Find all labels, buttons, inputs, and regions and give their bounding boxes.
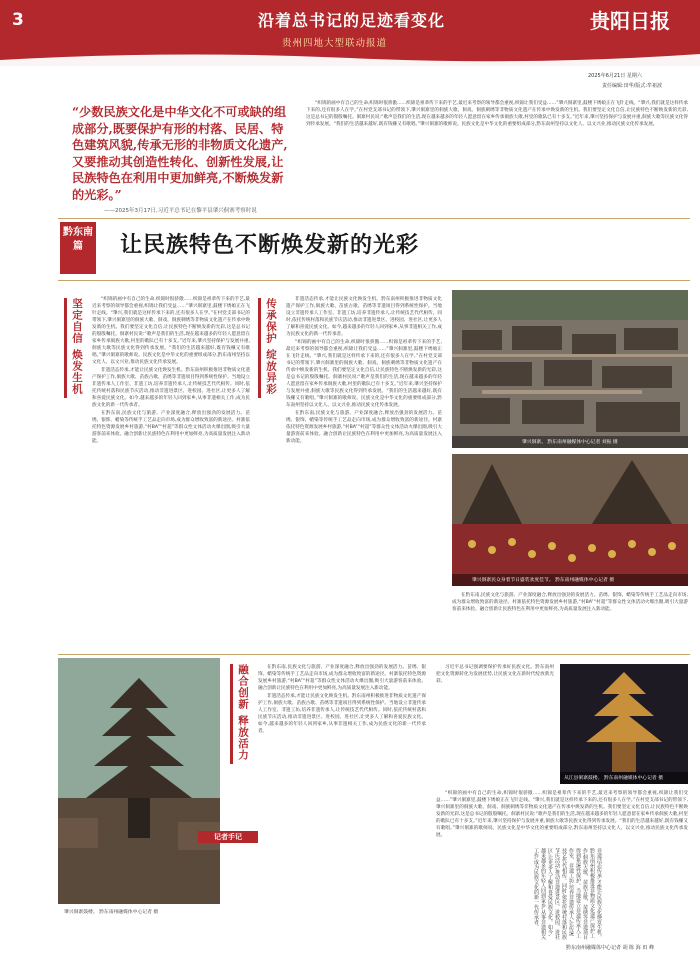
section-kicker: 黔东南篇 — [60, 222, 96, 274]
section-title-3: 融合创新 释放活力 — [237, 664, 249, 761]
drum-tower-image — [58, 658, 220, 904]
drum-tower-night-image — [560, 664, 688, 784]
column-2-text: 非遗活态传承,才能让民族文化焕发生机。黔东南州积极推进非物质文化遗产保护工作,侗族大歌、苗族古歌、苗绣等非遗项目得到系统性保护。当地设立非遗传承人工作室、非遗工坊,培养非遗传承人,让传统技艺代代相传。同时,依托传统村落和民族节庆活动,推动非遗进景区、进校园、进社区,让更多人了解和喜爱民族文化。如今,越来越多的年轻人回到家乡,从事非遗相关工作,成为民族文化的新一代传承者。 — [286, 297, 442, 337]
column-2 — [286, 296, 442, 640]
photo-1-caption: 肇兴侗寨。 黔东南州融媒体中心记者 刘振 摄 — [522, 440, 618, 445]
photo-3-caption: 肇兴侗寨鼓楼。 黔东南州融媒体中心记者 摄 — [64, 910, 159, 915]
section-title-2: 传承保护 绽放异彩 — [265, 298, 277, 395]
newspaper-logo: 贵阳日报 — [590, 9, 670, 33]
photo-drum-tower — [58, 658, 220, 904]
divider — [58, 280, 690, 281]
page-number: 3 — [12, 10, 24, 30]
photo-village-aerial — [452, 290, 688, 448]
headline: 让民族特色不断焕发新的光彩 — [120, 232, 420, 258]
section-title-1: 坚定自信 焕发生机 — [71, 298, 83, 395]
column-3-text-cont: 非遗活态传承,才能让民族文化焕发生机。黔东南州积极推进非物质文化遗产保护工作,侗族大歌、苗族古歌、苗绣等非遗项目得到系统性保护。当地设立非遗传承人工作室、非遗工坊,培养非遗传承人,让传统技艺代代相传。同时,依托传统村落和民族节庆活动,推动非遗进景区、进校园、进社区,让更多人了解和喜爱民族文化。如今,越来越多的年轻人回到家乡,从事非遗相关工作,成为民族文化的新一代传承者。 — [258, 694, 426, 734]
journalist-note-body: 非遗活态传承,才能让民族文化焕发生机。黔东南州积极推进非物质文化遗产保护工作,侗族大歌、苗族古歌、苗绣等非遗项目得到系统性保护。当地设立非遗传承人工作室、非遗工坊,培养非遗传承人,让传统技艺代代相传。同时,依托传统村落和民族节庆活动,推动非遗进景区、进校园、进社区,让更多人了解和喜爱民族文化。如今,越来越多的年轻人回到家乡,从事非遗相关工作,成为民族文化的新一代传承者。 — [533, 848, 602, 940]
header-wave-decoration — [0, 50, 700, 66]
issue-date: 2025年6月21日 星期六 — [588, 73, 642, 79]
photo-2-caption: 肇兴侗寨民众身着节日盛装欢度佳节。 黔东南州融媒体中心记者 摄 — [472, 578, 615, 583]
column-2-text-cont2: 在黔东南,民族文化与旅游、产业深度融合,释放出强劲的发展活力。苗绣、银饰、蜡染等传统手工艺品走向市场,成为群众增收致富的新途径。村寨依托特色资源发展乡村旅游,“村BA”“村超”等群众性文体活动火爆出圈,吸引大量游客前来体验。融合创新让民族特色在利用中更加鲜亮,为高质量发展注入新动能。 — [286, 411, 442, 444]
section-marker — [64, 298, 67, 398]
column-3-top-text: 在黔东南,民族文化与旅游、产业深度融合,释放出强劲的发展活力。苗绣、银饰、蜡染等传统手工艺品走向市场,成为群众增收致富的新途径。村寨依托特色资源发展乡村旅游,“村BA”“村超”等群众性文体活动火爆出圈,吸引大量游客前来体验。融合创新让民族特色在利用中更加鲜亮,为高质量发展注入新动能。 — [452, 593, 688, 612]
intro-text — [306, 100, 688, 220]
photo-festival-crowd — [452, 454, 688, 586]
series-subtitle: 贵州四地大型联动报道 — [282, 38, 388, 49]
pull-quote: “少数民族文化是中华文化不可或缺的组成部分,既要保护有形的村落、民居、特色建筑风貌,传承无形的非物质文化遗产,又要推动其创造性转化、创新性发展,让民族特色在利用中更加鲜亮,不断焕发新的光彩。” — [72, 105, 288, 202]
column-3-bottom — [436, 790, 688, 838]
section-marker — [230, 664, 233, 764]
column-1 — [92, 296, 250, 644]
intro-paragraph: “织锦的画中有自己的生命,织锦时很骄傲……织锦是祖辈传下来的手艺,最近来考察的领导都会重视,织锦让我们受益……”肇兴侗寨里,鼓楼下绣娘正在飞针走线。“肇兴,我们就是这样传承下来的,还有很多人在学。”在村党支部书记的带领下,肇兴侗寨里的侗族大歌、侗戏、侗族刺绣等非物质文化遗产在传承中焕发新的生机。我们要坚定文化自信,让民族特色不断焕发新的光彩,这是总书记的殷殷嘱托。侗寨村民说:“歌声是我们的生活,现在越来越多的年轻人愿意留在家乡传承侗族大歌,村里的歌队已有十多支。”近年来,肇兴坚持保护与发展并重,侗族大歌等民族文化得到传承发展。“我们的生活越来越好,既有钱赚又有歌唱。”肇兴侗寨的歌师说。民族文化是中华文化的重要组成部分,黔东南州坚持以文化人、以文兴业,推动民族文化传承发展。 — [306, 101, 688, 127]
journalist-note-text — [262, 848, 602, 940]
editor-line: 责任编辑:田华/版式:牟祖波 — [602, 83, 663, 89]
festival-image — [452, 454, 688, 586]
divider — [58, 654, 690, 655]
column-3-bottom-text: “织锦的画中有自己的生命,织锦时很骄傲……织锦是祖辈传下来的手艺,最近来考察的领导都会重视,织锦让我们受益……”肇兴侗寨里,鼓楼下绣娘正在飞针走线。“肇兴,我们就是这样传承下来的,还有很多人在学。”在村党支部书记的带领下,肇兴侗寨里的侗族大歌、侗戏、侗族刺绣等非物质文化遗产在传承中焕发新的生机。我们要坚定文化自信,让民族特色不断焕发新的光彩,这是总书记的殷殷嘱托。侗寨村民说:“歌声是我们的生活,现在越来越多的年轻人愿意留在家乡传承侗族大歌,村里的歌队已有十多支。”近年来,肇兴坚持保护与发展并重,侗族大歌等民族文化得到传承发展。“我们的生活越来越好,既有钱赚又有歌唱。”肇兴侗寨的歌师说。民族文化是中华文化的重要组成部分,黔东南州坚持以文化人、以文兴业,推动民族文化传承发展。 — [436, 791, 688, 838]
journalist-note-label: 记者手记 — [198, 831, 258, 843]
photo-4-caption: 从江县侗寨鼓楼。 黔东南州融媒体中心记者 摄 — [564, 776, 663, 781]
side-note-text: 习近平总书记强调要保护传承好民族文化。黔东南州把文化资源转化为发展优势,让民族文化在新时代绽放新光彩。 — [436, 665, 554, 684]
column-2-text-cont: “织锦的画中有自己的生命,织锦时很骄傲……织锦是祖辈传下来的手艺,最近来考察的领导都会重视,织锦让我们受益……”肇兴侗寨里,鼓楼下绣娘正在飞针走线。“肇兴,我们就是这样传承下来的,还有很多人在学。”在村党支部书记的带领下,肇兴侗寨里的侗族大歌、侗戏、侗族刺绣等非物质文化遗产在传承中焕发新的生机。我们要坚定文化自信,让民族特色不断焕发新的光彩,这是总书记的殷殷嘱托。侗寨村民说:“歌声是我们的生活,现在越来越多的年轻人愿意留在家乡传承侗族大歌,村里的歌队已有十多支。”近年来,肇兴坚持保护与发展并重,侗族大歌等民族文化得到传承发展。“我们的生活越来越好,既有钱赚又有歌唱。”肇兴侗寨的歌师说。民族文化是中华文化的重要组成部分,黔东南州坚持以文化人、以文兴业,推动民族文化传承发展。 — [286, 340, 442, 408]
credit-line: 黔东南州融媒体中心记者 胡 陈 海 田 峰 — [566, 945, 654, 951]
column-3-text: 在黔东南,民族文化与旅游、产业深度融合,释放出强劲的发展活力。苗绣、银饰、蜡染等传统手工艺品走向市场,成为群众增收致富的新途径。村寨依托特色资源发展乡村旅游,“村BA”“村超”等群众性文体活动火爆出圈,吸引大量游客前来体验。融合创新让民族特色在利用中更加鲜亮,为高质量发展注入新动能。 — [258, 665, 426, 691]
village-image — [452, 290, 688, 448]
column-3-top — [452, 592, 688, 652]
column-1-text-cont: 非遗活态传承,才能让民族文化焕发生机。黔东南州积极推进非物质文化遗产保护工作,侗族大歌、苗族古歌、苗绣等非遗项目得到系统性保护。当地设立非遗传承人工作室、非遗工坊,培养非遗传承人,让传统技艺代代相传。同时,依托传统村落和民族节庆活动,推动非遗进景区、进校园、进社区,让更多人了解和喜爱民族文化。如今,越来越多的年轻人回到家乡,从事非遗相关工作,成为民族文化的新一代传承者。 — [92, 368, 250, 408]
column-1-text: “织锦的画中有自己的生命,织锦时很骄傲……织锦是祖辈传下来的手艺,最近来考察的领导都会重视,织锦让我们受益……”肇兴侗寨里,鼓楼下绣娘正在飞针走线。“肇兴,我们就是这样传承下来的,还有很多人在学。”在村党支部书记的带领下,肇兴侗寨里的侗族大歌、侗戏、侗族刺绣等非物质文化遗产在传承中焕发新的生机。我们要坚定文化自信,让民族特色不断焕发新的光彩,这是总书记的殷殷嘱托。侗寨村民说:“歌声是我们的生活,现在越来越多的年轻人愿意留在家乡传承侗族大歌,村里的歌队已有十多支。”近年来,肇兴坚持保护与发展并重,侗族大歌等民族文化得到传承发展。“我们的生活越来越好,既有钱赚又有歌唱。”肇兴侗寨的歌师说。民族文化是中华文化的重要组成部分,黔东南州坚持以文化人、以文兴业,推动民族文化传承发展。 — [92, 297, 250, 365]
quote-source: ——2025年3月17日,习近平总书记在黎平县肇兴侗寨考察时说 — [104, 208, 257, 214]
column-3 — [258, 664, 426, 826]
series-title: 沿着总书记的足迹看变化 — [258, 11, 446, 30]
photo-drum-tower-night — [560, 664, 688, 784]
divider — [58, 218, 690, 219]
header-bar — [0, 0, 700, 66]
section-marker — [258, 298, 261, 398]
column-1-text-cont2: 在黔东南,民族文化与旅游、产业深度融合,释放出强劲的发展活力。苗绣、银饰、蜡染等传统手工艺品走向市场,成为群众增收致富的新途径。村寨依托特色资源发展乡村旅游,“村BA”“村超”等群众性文体活动火爆出圈,吸引大量游客前来体验。融合创新让民族特色在利用中更加鲜亮,为高质量发展注入新动能。 — [92, 411, 250, 444]
